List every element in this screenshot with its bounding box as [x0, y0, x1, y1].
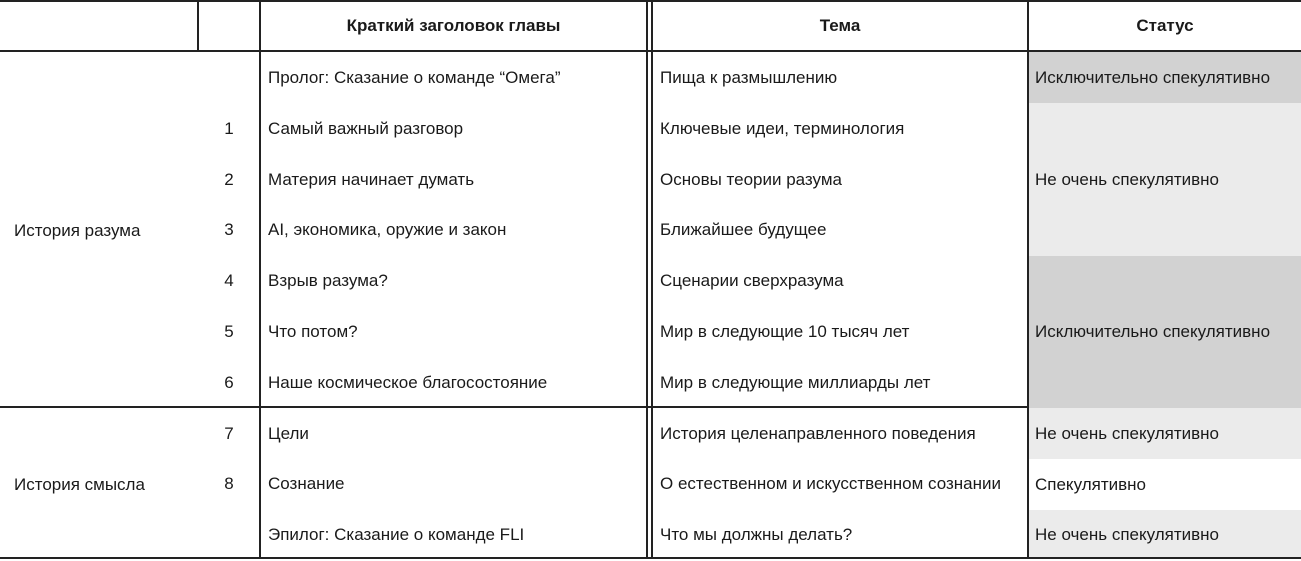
chapter-number: 8 [224, 473, 234, 493]
chapter-title: Эпилог: Сказание о команде FLI [268, 524, 525, 544]
status-cell: Исключительно спекулятивно [1035, 321, 1271, 341]
chapter-title: Пролог: Сказание о команде “Омега” [268, 67, 561, 87]
chapter-title: Наше космическое благосостояние [268, 372, 548, 392]
part-label: История разума [14, 220, 141, 240]
chapter-number: 4 [224, 270, 234, 290]
chapter-topic: Мир в следующие миллиарды лет [660, 372, 931, 392]
chapter-number: 2 [224, 169, 234, 189]
header-status: Статус [1136, 16, 1194, 35]
chapter-topic: Мир в следующие 10 тысяч лет [660, 321, 910, 341]
chapter-topic: Ближайшее будущее [660, 219, 827, 239]
chapter-topic: Основы теории разума [660, 169, 842, 189]
chapter-number [199, 509, 259, 560]
header-chapter-title: Краткий заголовок главы [346, 16, 561, 35]
chapter-number [199, 52, 259, 103]
status-cell: Не очень спекулятивно [1035, 524, 1220, 544]
chapter-topic: Что мы должны делать? [660, 524, 853, 544]
chapter-number: 6 [224, 372, 234, 392]
chapter-number: 3 [224, 219, 234, 239]
chapter-title: Самый важный разговор [268, 118, 464, 138]
part-label: История смысла [14, 474, 145, 494]
chapter-number: 7 [224, 423, 234, 443]
chapter-title: Сознание [268, 473, 345, 493]
chapter-number: 5 [224, 321, 234, 341]
rule-col3a [646, 0, 648, 559]
chapter-title: Взрыв разума? [268, 270, 388, 290]
rule-col4 [1027, 0, 1029, 559]
rule-col1 [197, 0, 199, 51]
chapter-title: AI, экономика, оружие и закон [268, 219, 507, 239]
chapter-title: Материя начинает думать [268, 169, 475, 189]
status-cell: Не очень спекулятивно [1035, 169, 1220, 189]
chapter-topic: Сценарии сверхразума [660, 270, 844, 290]
header-topic: Тема [819, 16, 861, 35]
chapter-topic: О естественном и искусственном сознании [660, 473, 1002, 493]
chapter-topic: Ключевые идеи, терминология [660, 118, 905, 138]
status-cell: Спекулятивно [1035, 474, 1146, 494]
chapter-topic: История целенаправленного поведения [660, 423, 976, 443]
status-cell: Не очень спекулятивно [1035, 423, 1220, 443]
status-cell: Исключительно спекулятивно [1035, 67, 1271, 87]
chapter-number: 1 [224, 118, 234, 138]
chapter-topic: Пища к размышлению [660, 67, 838, 87]
chapter-title: Цели [268, 423, 309, 443]
chapter-title: Что потом? [268, 321, 358, 341]
